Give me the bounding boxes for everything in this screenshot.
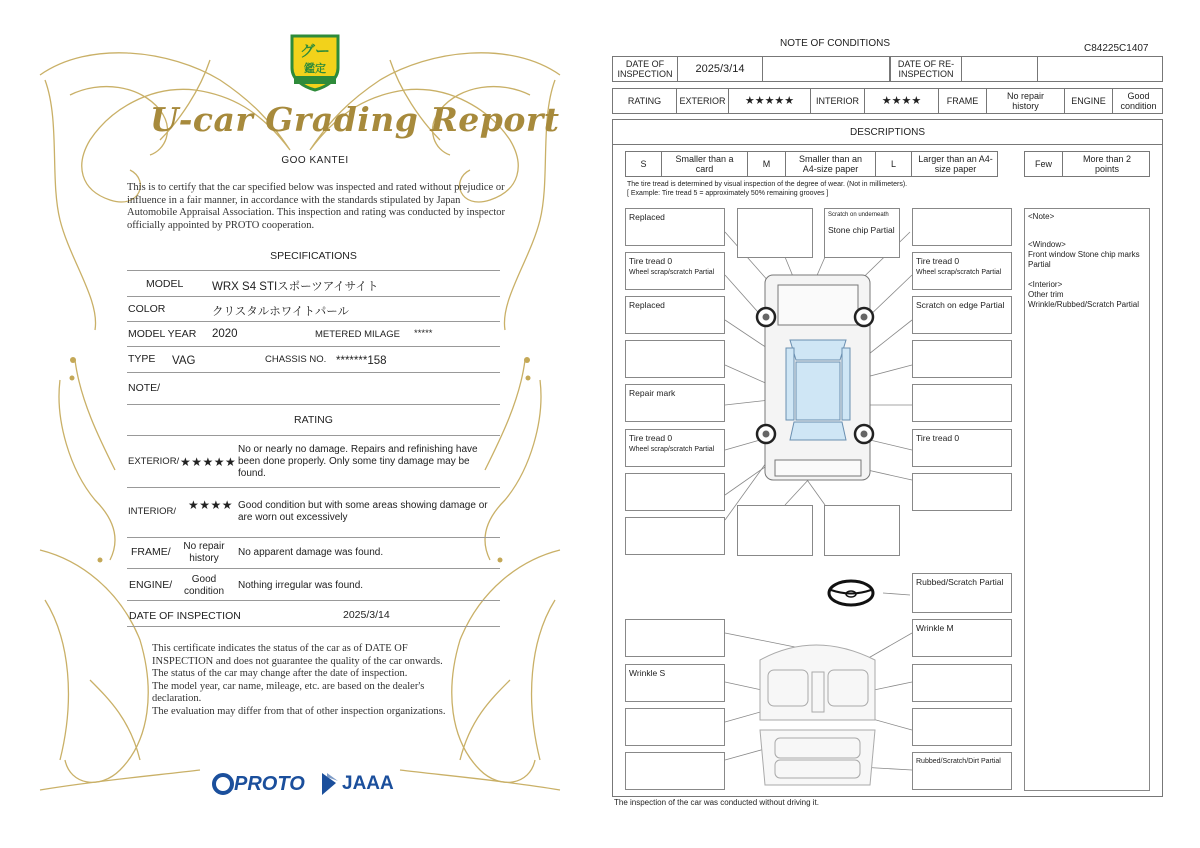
type-label: TYPE [128,353,156,365]
chassis-label: CHASSIS NO. [265,354,327,365]
model-year-value: 2020 [212,328,238,340]
note-box-line: Wheel scrap/scratch Partial [916,269,1002,276]
note-box-line: Tire tread 0 [629,256,673,266]
interior-heading: <Interior> [1028,280,1063,289]
footer-line: declaration. [152,693,202,704]
model-label: MODEL [146,278,184,290]
interior-label: INTERIOR/ [128,506,177,517]
note-box [625,340,725,378]
engine-value: Good condition [1120,91,1157,111]
frame-value: No repair history [987,89,1065,113]
divider [127,626,500,627]
engine-label: ENGINE [1065,89,1113,113]
divider [127,568,500,569]
frame-label: FRAME/ [131,546,171,558]
frame-description: No apparent damage was found. [238,547,384,558]
note-box [912,708,1012,746]
note-of-conditions-sheet [600,0,1200,848]
chassis-value: *******158 [336,355,387,367]
sheet-code: C84225C1407 [1084,43,1149,54]
note-box [912,384,1012,422]
footer-line: The model year, car name, mileage, etc. are based on the dealer's [152,680,425,692]
divider [127,435,500,436]
date-of-inspection-label: DATE OF INSPECTION [613,57,678,81]
legend-l: L [876,152,912,176]
exterior-label: EXTERIOR [677,89,729,113]
note-box [625,708,725,746]
type-value: VAG [172,355,196,367]
date-of-inspection-value: 2025/3/14 [343,609,390,621]
proto-logo [212,770,305,798]
mileage-label: METERED MILAGE [315,329,400,340]
frame-value: No repair history [183,541,225,564]
note-box [737,208,813,258]
badge-bottom-text: 鑑定 [304,63,326,75]
note-box: Tire tread 0 [912,429,1012,467]
footer-line: INSPECTION and does not guarantee the quality of the car onwards. [152,655,443,667]
note-box-line: Tire tread 0 [916,256,960,266]
exterior-label: EXTERIOR/ [128,456,180,467]
model-year-label: MODEL YEAR [128,328,197,340]
divider [127,346,500,347]
note-box [625,619,725,657]
note-box [912,340,1012,378]
rating-label: RATING [613,89,677,113]
jaaa-logo-mark [318,771,340,797]
note-box: Replaced [625,296,725,334]
divider [127,372,500,373]
divider [127,270,500,271]
note-box [625,429,725,467]
legend-s-description: Smaller than a card [662,152,748,176]
divider [127,404,500,405]
date-of-inspection-value: 2025/3/14 [678,57,763,81]
note-box [737,505,813,556]
sheet-footer: The inspection of the car was conducted without driving it. [614,798,819,807]
note-box-line: Wheel scrap/scratch Partial [629,269,715,276]
frame-label: FRAME [939,89,987,113]
exterior-stars: ★★★★★ [729,89,811,113]
legend-m: M [748,152,786,176]
certificate-footer [152,643,492,718]
note-box: Scratch on edge Partial [912,296,1012,334]
legend-few-description: More than 2 points [1082,154,1132,174]
model-value: WRX S4 STIスポーツアイサイト [212,281,379,293]
note-box: Rubbed/Scratch/Dirt Partial [912,752,1012,790]
note-box-line: Wheel scrap/scratch Partial [629,446,715,453]
note-box-line: Stone chip Partial [828,225,895,235]
interior-text: Other trim Wrinkle/Rubbed/Scratch Partial [1028,290,1140,309]
note-box: Replaced [625,208,725,246]
legend-l-description: Larger than an A4-size paper [918,154,993,174]
tire-note-line: The tire tread is determined by visual inspection of the degree of wear. (Not in millimeters). [627,181,908,188]
divider [127,487,500,488]
sheet-title: NOTE OF CONDITIONS [780,38,890,49]
jaaa-logo [318,770,394,798]
footer-line: The status of the car may change after the date of inspection. [152,668,408,679]
note-box [912,664,1012,702]
divider [127,296,500,297]
color-label: COLOR [128,303,166,315]
note-box-line: Scratch on underneath [828,212,889,218]
engine-description: Nothing irregular was found. [238,580,364,591]
note-box [912,473,1012,511]
note-box [625,752,725,790]
exterior-stars: ★★★★★ [180,455,237,469]
footer-line: The evaluation may differ from that of other inspection organizations. [152,705,446,717]
certificate-intro: This is to certify that the car specified below was inspected and rated without prejudice or influence in a fair manner, in accordance with the standards stipulated by Japan Automobile Appraisal Association. This inspection and rating was conducted by inspector officially appointed by PROTO cooperation. [127,182,506,231]
proto-logo-mark [212,773,234,795]
note-box [625,517,725,555]
note-box [912,208,1012,246]
note-box: Wrinkle S [625,664,725,702]
divider [127,600,500,601]
rating-heading: RATING [294,414,333,426]
note-box: Wrinkle M [912,619,1012,657]
descriptions-heading: DESCRIPTIONS [849,127,925,138]
engine-label: ENGINE/ [129,579,173,591]
interior-label: INTERIOR [811,89,865,113]
date-of-reinspection-label: DATE OF RE-INSPECTION [890,57,962,81]
color-value: クリスタルホワイトパール [212,306,349,318]
note-heading: <Note> [1028,212,1055,221]
note-box-line: Tire tread 0 [629,433,673,443]
date-of-inspection-label: DATE OF INSPECTION [129,610,241,622]
tire-note-line: [ Example: Tire tread 5 = approximately 50% remaining grooves ] [627,190,829,197]
note-box [912,252,1012,290]
note-box: Rubbed/Scratch Partial [912,573,1012,613]
note-box [625,473,725,511]
note-box: Repair mark [625,384,725,422]
engine-value: Good condition [183,574,225,597]
proto-logo-text: PROTO [234,772,305,795]
badge-top-text: グー [299,43,330,60]
divider [127,537,500,538]
specifications-heading: SPECIFICATIONS [270,250,357,262]
note-box [824,505,900,556]
goo-kantei-badge [288,32,342,92]
note-label: NOTE/ [128,382,161,394]
note-box [625,252,725,290]
divider [127,321,500,322]
window-heading: <Window> [1028,240,1066,249]
mileage-value: ***** [414,328,433,339]
legend-few: Few [1025,152,1063,176]
certificate-title: U-car Grading Report [150,100,560,139]
note-box [824,208,900,258]
certificate-subtitle: GOO KANTEI [281,155,349,166]
interior-description: Good condition but with some areas showing damage or are worn out excessively [238,500,488,523]
legend-m-description: Smaller than an A4-size paper [786,152,876,176]
note-panel [1024,208,1150,791]
window-text: Front window Stone chip marks Partial [1028,250,1140,269]
interior-stars: ★★★★ [188,498,234,512]
exterior-description: No or nearly no damage. Repairs and refinishing have been done properly. Only some tiny damage may be found. [238,444,478,479]
footer-line: This certificate indicates the status of the car as of DATE OF [152,643,408,654]
interior-stars: ★★★★ [865,89,939,113]
legend-s: S [626,152,662,176]
jaaa-logo-text: JAAA [342,773,394,794]
